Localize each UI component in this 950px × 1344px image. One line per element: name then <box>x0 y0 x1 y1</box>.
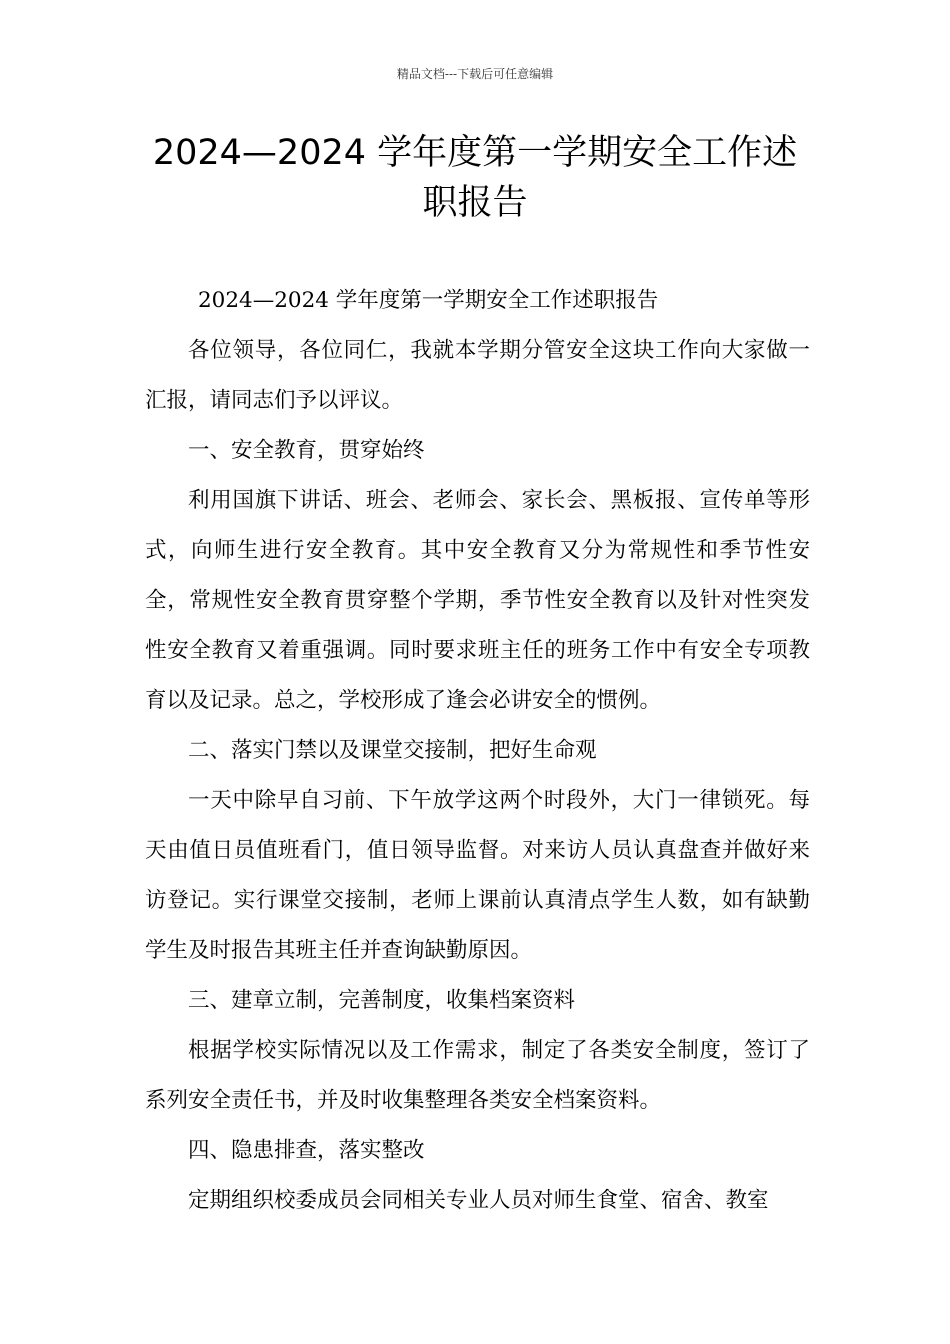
section-heading-4: 四、隐患排查，落实整改 <box>188 1138 425 1163</box>
intro-paragraph: 各位领导，各位同仁，我就本学期分管安全这块工作向大家做一汇报，请同志们予以评议。 <box>145 338 810 413</box>
section-heading-2: 二、落实门禁以及课堂交接制，把好生命观 <box>188 738 597 763</box>
section-paragraph-2: 一天中除早自习前、下午放学这两个时段外，大门一律锁死。每天由值日员值班看门，值日领导监督。对来访人员认真盘查并做好来访登记。实行课堂交接制，老师上课前认真清点学生人数，如有缺勤学生及时报告其班主任并查询缺勤原因。 <box>145 788 810 963</box>
section-paragraph-3: 根据学校实际情况以及工作需求，制定了各类安全制度，签订了系列安全责任书，并及时收集整理各类安全档案资料。 <box>145 1038 810 1113</box>
document-title <box>120 128 830 228</box>
subtitle-paragraph: 2024—2024 学年度第一学期安全工作述职报告 <box>198 288 659 313</box>
title-line-2: 职报告 <box>422 183 528 223</box>
section-heading-1: 一、安全教育，贯穿始终 <box>188 438 425 463</box>
header-note: 精品文档---下载后可任意编辑 <box>396 67 554 81</box>
section-paragraph-1: 利用国旗下讲话、班会、老师会、家长会、黑板报、宣传单等形式，向师生进行安全教育。其中安全教育又分为常规性和季节性安全，常规性安全教育贯穿整个学期，季节性安全教育以及针对性突发性安全教育又着重强调。同时要求班主任的班务工作中有安全专项教育以及记录。总之，学校形成了逢会必讲安全的惯例。 <box>145 488 810 713</box>
section-heading-3: 三、建章立制，完善制度，收集档案资料 <box>188 988 576 1013</box>
title-line-1: 2024—2024 学年度第一学期安全工作述 <box>152 133 798 173</box>
section-paragraph-4: 定期组织校委成员会同相关专业人员对师生食堂、宿舍、教室 <box>188 1188 769 1213</box>
document-body <box>145 276 810 1226</box>
